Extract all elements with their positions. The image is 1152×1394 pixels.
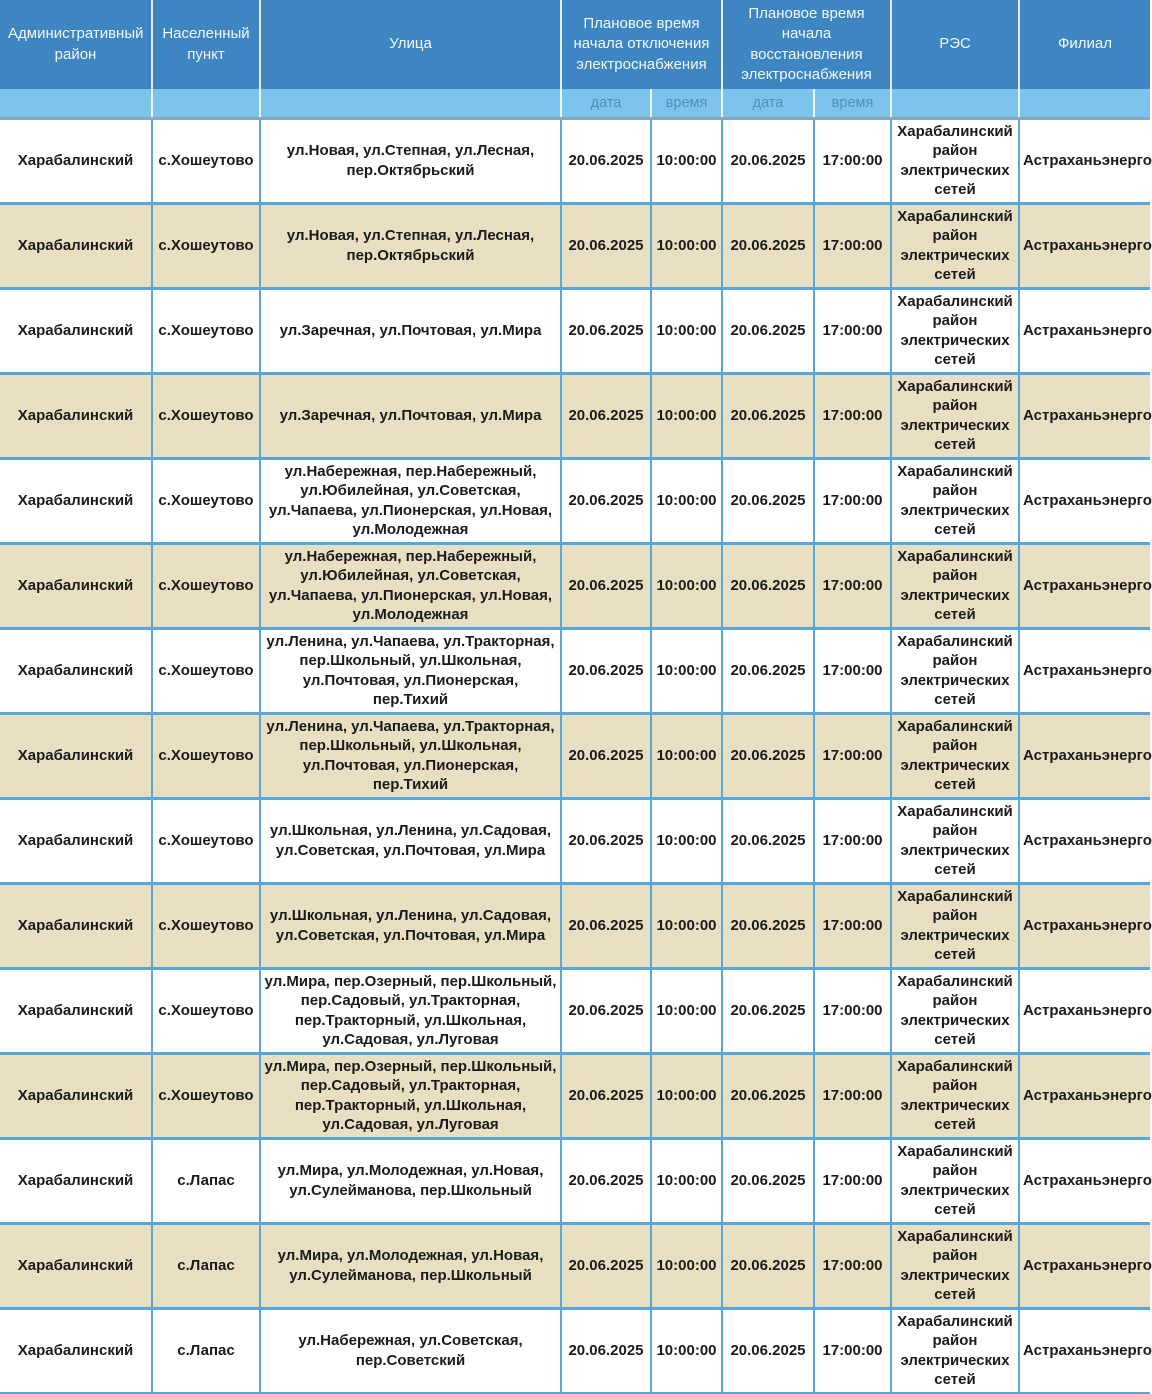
cell-outage-time: 10:00:00 <box>651 203 722 288</box>
cell-streets: ул.Ленина, ул.Чапаева, ул.Тракторная, пер.Школьный, ул.Школьная, ул.Почтовая, ул.Пионерская, пер.Тихий <box>260 713 561 798</box>
cell-restore-time: 17:00:00 <box>814 1053 891 1138</box>
cell-streets: ул.Заречная, ул.Почтовая, ул.Мира <box>260 373 561 458</box>
cell-settlement: с.Хошеутово <box>152 883 260 968</box>
table-row <box>0 373 1150 458</box>
cell-streets: ул.Ленина, ул.Чапаева, ул.Тракторная, пер.Школьный, ул.Школьная, ул.Почтовая, ул.Пионерская, пер.Тихий <box>260 628 561 713</box>
cell-settlement: с.Хошеутово <box>152 1053 260 1138</box>
cell-admin-district: Харабалинский <box>0 373 152 458</box>
cell-settlement: с.Хошеутово <box>152 713 260 798</box>
cell-branch: Астраханьэнерго <box>1019 118 1150 203</box>
cell-settlement: с.Хошеутово <box>152 203 260 288</box>
cell-branch: Астраханьэнерго <box>1019 203 1150 288</box>
subheader-outage-date: дата <box>561 89 651 118</box>
cell-outage-date: 20.06.2025 <box>561 288 651 373</box>
table-row <box>0 543 1150 628</box>
cell-res: Харабалинский район электрических сетей <box>891 373 1019 458</box>
cell-settlement: с.Лапас <box>152 1138 260 1223</box>
cell-outage-date: 20.06.2025 <box>561 798 651 883</box>
cell-branch: Астраханьэнерго <box>1019 458 1150 543</box>
cell-restore-time: 17:00:00 <box>814 798 891 883</box>
cell-streets: ул.Новая, ул.Степная, ул.Лесная, пер.Октябрьский <box>260 118 561 203</box>
cell-restore-date: 20.06.2025 <box>722 118 814 203</box>
cell-settlement: с.Хошеутово <box>152 968 260 1053</box>
cell-restore-time: 17:00:00 <box>814 1138 891 1223</box>
cell-outage-date: 20.06.2025 <box>561 373 651 458</box>
table-body <box>0 118 1150 1393</box>
cell-branch: Астраханьэнерго <box>1019 713 1150 798</box>
cell-streets: ул.Набережная, пер.Набережный, ул.Юбилейная, ул.Советская, ул.Чапаева, ул.Пионерская, ул.Новая, ул.Молодежная <box>260 458 561 543</box>
cell-restore-time: 17:00:00 <box>814 883 891 968</box>
cell-restore-date: 20.06.2025 <box>722 968 814 1053</box>
cell-admin-district: Харабалинский <box>0 1223 152 1308</box>
cell-admin-district: Харабалинский <box>0 203 152 288</box>
cell-res: Харабалинский район электрических сетей <box>891 1138 1019 1223</box>
cell-admin-district: Харабалинский <box>0 1053 152 1138</box>
column-header-admin-district: Административный район <box>0 0 152 89</box>
table-row <box>0 1138 1150 1223</box>
cell-res: Харабалинский район электрических сетей <box>891 798 1019 883</box>
cell-restore-date: 20.06.2025 <box>722 288 814 373</box>
cell-outage-date: 20.06.2025 <box>561 543 651 628</box>
cell-outage-time: 10:00:00 <box>651 288 722 373</box>
cell-outage-date: 20.06.2025 <box>561 1308 651 1393</box>
cell-outage-date: 20.06.2025 <box>561 968 651 1053</box>
cell-res: Харабалинский район электрических сетей <box>891 458 1019 543</box>
cell-outage-date: 20.06.2025 <box>561 1138 651 1223</box>
table-row <box>0 1308 1150 1393</box>
cell-branch: Астраханьэнерго <box>1019 628 1150 713</box>
cell-restore-time: 17:00:00 <box>814 458 891 543</box>
table-header <box>0 0 1150 118</box>
cell-outage-time: 10:00:00 <box>651 968 722 1053</box>
cell-restore-time: 17:00:00 <box>814 1223 891 1308</box>
cell-res: Харабалинский район электрических сетей <box>891 543 1019 628</box>
cell-settlement: с.Хошеутово <box>152 458 260 543</box>
subheader-restore-time: время <box>814 89 891 118</box>
cell-streets: ул.Новая, ул.Степная, ул.Лесная, пер.Октябрьский <box>260 203 561 288</box>
cell-restore-date: 20.06.2025 <box>722 543 814 628</box>
cell-outage-time: 10:00:00 <box>651 118 722 203</box>
header-row-subcolumns <box>0 89 1150 118</box>
cell-settlement: с.Хошеутово <box>152 628 260 713</box>
cell-branch: Астраханьэнерго <box>1019 373 1150 458</box>
cell-res: Харабалинский район электрических сетей <box>891 203 1019 288</box>
cell-outage-date: 20.06.2025 <box>561 1223 651 1308</box>
table-row <box>0 288 1150 373</box>
cell-restore-date: 20.06.2025 <box>722 628 814 713</box>
cell-restore-date: 20.06.2025 <box>722 713 814 798</box>
cell-restore-time: 17:00:00 <box>814 203 891 288</box>
column-header-outage-start: Плановое время начала отключения электроснабжения <box>561 0 722 89</box>
cell-res: Харабалинский район электрических сетей <box>891 968 1019 1053</box>
cell-admin-district: Харабалинский <box>0 1308 152 1393</box>
cell-streets: ул.Мира, ул.Молодежная, ул.Новая, ул.Сулейманова, пер.Школьный <box>260 1138 561 1223</box>
cell-streets: ул.Набережная, пер.Набережный, ул.Юбилейная, ул.Советская, ул.Чапаева, ул.Пионерская, ул.Новая, ул.Молодежная <box>260 543 561 628</box>
cell-streets: ул.Набережная, ул.Советская, пер.Советский <box>260 1308 561 1393</box>
table-row <box>0 798 1150 883</box>
column-header-restore-start: Плановое время начала восстановления электроснабжения <box>722 0 891 89</box>
cell-restore-date: 20.06.2025 <box>722 1308 814 1393</box>
cell-admin-district: Харабалинский <box>0 458 152 543</box>
cell-res: Харабалинский район электрических сетей <box>891 628 1019 713</box>
cell-branch: Астраханьэнерго <box>1019 883 1150 968</box>
cell-restore-date: 20.06.2025 <box>722 458 814 543</box>
cell-admin-district: Харабалинский <box>0 1138 152 1223</box>
cell-branch: Астраханьэнерго <box>1019 968 1150 1053</box>
subheader-spacer <box>152 89 260 118</box>
cell-restore-date: 20.06.2025 <box>722 1223 814 1308</box>
cell-streets: ул.Школьная, ул.Ленина, ул.Садовая, ул.Советская, ул.Почтовая, ул.Мира <box>260 798 561 883</box>
table-row <box>0 1053 1150 1138</box>
table-row <box>0 1223 1150 1308</box>
cell-res: Харабалинский район электрических сетей <box>891 1223 1019 1308</box>
subheader-spacer <box>1019 89 1150 118</box>
cell-outage-time: 10:00:00 <box>651 458 722 543</box>
cell-outage-date: 20.06.2025 <box>561 628 651 713</box>
cell-outage-time: 10:00:00 <box>651 713 722 798</box>
cell-branch: Астраханьэнерго <box>1019 1308 1150 1393</box>
cell-branch: Астраханьэнерго <box>1019 1138 1150 1223</box>
table-row <box>0 628 1150 713</box>
cell-restore-time: 17:00:00 <box>814 118 891 203</box>
cell-outage-time: 10:00:00 <box>651 1223 722 1308</box>
cell-admin-district: Харабалинский <box>0 288 152 373</box>
cell-admin-district: Харабалинский <box>0 968 152 1053</box>
cell-settlement: с.Хошеутово <box>152 118 260 203</box>
cell-restore-date: 20.06.2025 <box>722 373 814 458</box>
cell-outage-date: 20.06.2025 <box>561 458 651 543</box>
cell-res: Харабалинский район электрических сетей <box>891 118 1019 203</box>
cell-restore-time: 17:00:00 <box>814 373 891 458</box>
subheader-restore-date: дата <box>722 89 814 118</box>
column-header-branch: Филиал <box>1019 0 1150 89</box>
cell-restore-date: 20.06.2025 <box>722 883 814 968</box>
subheader-outage-time: время <box>651 89 722 118</box>
cell-streets: ул.Мира, ул.Молодежная, ул.Новая, ул.Сулейманова, пер.Школьный <box>260 1223 561 1308</box>
cell-outage-time: 10:00:00 <box>651 883 722 968</box>
cell-admin-district: Харабалинский <box>0 118 152 203</box>
column-header-street: Улица <box>260 0 561 89</box>
cell-branch: Астраханьэнерго <box>1019 1223 1150 1308</box>
cell-outage-time: 10:00:00 <box>651 1308 722 1393</box>
cell-settlement: с.Хошеутово <box>152 288 260 373</box>
cell-branch: Астраханьэнерго <box>1019 1053 1150 1138</box>
cell-restore-time: 17:00:00 <box>814 288 891 373</box>
cell-outage-date: 20.06.2025 <box>561 883 651 968</box>
cell-res: Харабалинский район электрических сетей <box>891 713 1019 798</box>
subheader-spacer <box>0 89 152 118</box>
table-row <box>0 203 1150 288</box>
subheader-spacer <box>260 89 561 118</box>
subheader-spacer <box>891 89 1019 118</box>
cell-restore-time: 17:00:00 <box>814 628 891 713</box>
cell-settlement: с.Лапас <box>152 1223 260 1308</box>
cell-restore-time: 17:00:00 <box>814 1308 891 1393</box>
cell-outage-time: 10:00:00 <box>651 798 722 883</box>
table-row <box>0 968 1150 1053</box>
cell-streets: ул.Мира, пер.Озерный, пер.Школьный, пер.Садовый, ул.Тракторная, пер.Тракторный, ул.Школьная, ул.Садовая, ул.Луговая <box>260 968 561 1053</box>
cell-res: Харабалинский район электрических сетей <box>891 1053 1019 1138</box>
cell-restore-date: 20.06.2025 <box>722 1053 814 1138</box>
cell-outage-time: 10:00:00 <box>651 628 722 713</box>
cell-outage-time: 10:00:00 <box>651 1053 722 1138</box>
cell-admin-district: Харабалинский <box>0 713 152 798</box>
cell-streets: ул.Мира, пер.Озерный, пер.Школьный, пер.Садовый, ул.Тракторная, пер.Тракторный, ул.Школьная, ул.Садовая, ул.Луговая <box>260 1053 561 1138</box>
cell-admin-district: Харабалинский <box>0 798 152 883</box>
cell-branch: Астраханьэнерго <box>1019 543 1150 628</box>
cell-restore-time: 17:00:00 <box>814 968 891 1053</box>
cell-settlement: с.Хошеутово <box>152 543 260 628</box>
cell-restore-time: 17:00:00 <box>814 713 891 798</box>
cell-restore-date: 20.06.2025 <box>722 203 814 288</box>
column-header-res: РЭС <box>891 0 1019 89</box>
cell-outage-date: 20.06.2025 <box>561 1053 651 1138</box>
cell-settlement: с.Хошеутово <box>152 373 260 458</box>
cell-res: Харабалинский район электрических сетей <box>891 288 1019 373</box>
cell-outage-date: 20.06.2025 <box>561 118 651 203</box>
cell-settlement: с.Лапас <box>152 1308 260 1393</box>
cell-admin-district: Харабалинский <box>0 628 152 713</box>
table-row <box>0 458 1150 543</box>
cell-restore-time: 17:00:00 <box>814 543 891 628</box>
cell-branch: Астраханьэнерго <box>1019 798 1150 883</box>
cell-outage-time: 10:00:00 <box>651 543 722 628</box>
header-row-groups <box>0 0 1150 89</box>
table-row <box>0 713 1150 798</box>
cell-outage-date: 20.06.2025 <box>561 203 651 288</box>
cell-res: Харабалинский район электрических сетей <box>891 1308 1019 1393</box>
table-row <box>0 118 1150 203</box>
cell-admin-district: Харабалинский <box>0 883 152 968</box>
cell-outage-date: 20.06.2025 <box>561 713 651 798</box>
cell-outage-time: 10:00:00 <box>651 373 722 458</box>
cell-restore-date: 20.06.2025 <box>722 798 814 883</box>
cell-streets: ул.Школьная, ул.Ленина, ул.Садовая, ул.Советская, ул.Почтовая, ул.Мира <box>260 883 561 968</box>
cell-outage-time: 10:00:00 <box>651 1138 722 1223</box>
cell-streets: ул.Заречная, ул.Почтовая, ул.Мира <box>260 288 561 373</box>
cell-branch: Астраханьэнерго <box>1019 288 1150 373</box>
column-header-settlement: Населенный пункт <box>152 0 260 89</box>
cell-admin-district: Харабалинский <box>0 543 152 628</box>
table-row <box>0 883 1150 968</box>
cell-restore-date: 20.06.2025 <box>722 1138 814 1223</box>
cell-res: Харабалинский район электрических сетей <box>891 883 1019 968</box>
cell-settlement: с.Хошеутово <box>152 798 260 883</box>
